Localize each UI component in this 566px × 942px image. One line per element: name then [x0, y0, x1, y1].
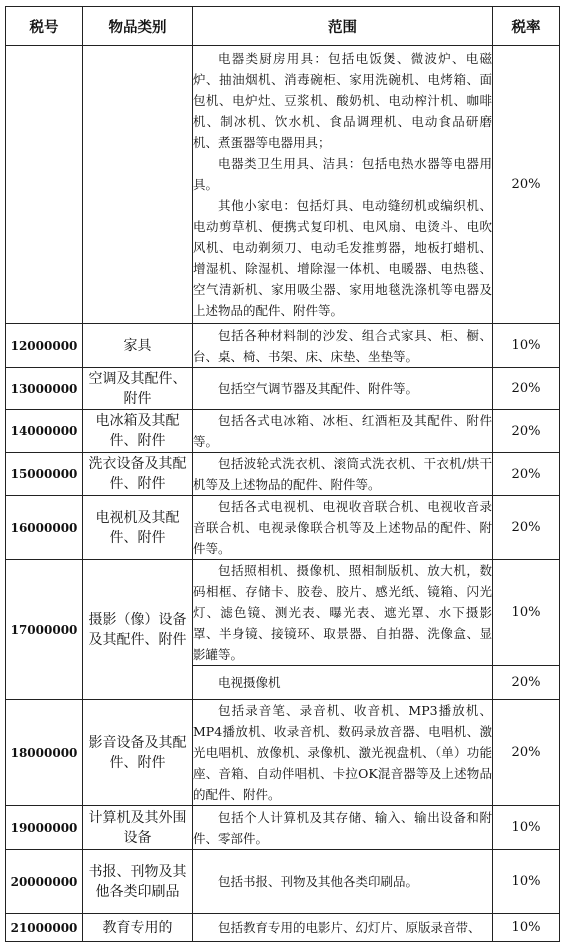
- subrow-rate: 20%: [493, 666, 560, 700]
- row-rate: 10%: [493, 914, 560, 942]
- row-rate: 20%: [493, 368, 560, 410]
- header-category: 物品类别: [83, 7, 193, 46]
- row-category: 洗衣设备及其配件、附件: [83, 453, 193, 496]
- row-category: [83, 46, 193, 324]
- scope-paragraph: 包括书报、刊物及其他各类印刷品。: [218, 874, 419, 889]
- row-scope: [193, 410, 493, 453]
- scope-paragraph: 包括各式电冰箱、冰柜、红酒柜及其配件、附件等。: [193, 413, 492, 449]
- row-rate: 20%: [493, 46, 560, 324]
- row-rate: 20%: [493, 453, 560, 496]
- row-rate: 10%: [493, 560, 560, 666]
- row-category: 电视机及其配件、附件: [83, 496, 193, 560]
- row-category: 空调及其配件、附件: [83, 368, 193, 410]
- scope-paragraph: 包括各式电视机、电视收音联合机、电视收音录音联合机、电视录像联合机等及上述物品的配件、附件等。: [193, 499, 492, 556]
- row-scope: [193, 453, 493, 496]
- table-row: [6, 806, 560, 850]
- row-code: 19000000: [6, 806, 83, 850]
- row-rate: 20%: [493, 410, 560, 453]
- header-row: [6, 7, 560, 46]
- row-scope: [193, 46, 493, 324]
- header-scope: 范围: [193, 7, 493, 46]
- scope-paragraph: 包括照相机、摄像机、照相制版机、放大机，数码相框、存储卡、胶卷、胶片、感光纸、镜箱、闪光灯、滤色镜、测光表、曝光表、遮光罩、水下摄影罩、半身镜、接镜环、取景器、自拍器、洗像盒、显影罐等。: [193, 563, 492, 662]
- table-row: [6, 410, 560, 453]
- row-scope: [193, 914, 493, 942]
- scope-paragraph: 电视摄像机: [218, 675, 281, 690]
- row-category: 电冰箱及其配件、附件: [83, 410, 193, 453]
- row-category: 摄影（像）设备及其配件、附件: [83, 560, 193, 700]
- row-category: 书报、刊物及其他各类印刷品: [83, 850, 193, 914]
- row-code: 12000000: [6, 324, 83, 368]
- row-code: 15000000: [6, 453, 83, 496]
- row-category: 家具: [83, 324, 193, 368]
- row-scope: [193, 368, 493, 410]
- tax-rate-table: [5, 6, 560, 942]
- table-row: [6, 496, 560, 560]
- table-row: [6, 46, 560, 324]
- row-rate: 10%: [493, 806, 560, 850]
- row-code: 17000000: [6, 560, 83, 700]
- row-scope: [193, 850, 493, 914]
- row-category: 影音设备及其配件、附件: [83, 700, 193, 806]
- row-category: 计算机及其外围设备: [83, 806, 193, 850]
- row-scope: [193, 560, 493, 666]
- row-rate: 10%: [493, 324, 560, 368]
- row-code: 13000000: [6, 368, 83, 410]
- scope-paragraph: 包括空气调节器及其配件、附件等。: [218, 381, 419, 396]
- row-code: 20000000: [6, 850, 83, 914]
- row-rate: 10%: [493, 850, 560, 914]
- table-row: [6, 560, 560, 666]
- table-row: [6, 368, 560, 410]
- row-code: 16000000: [6, 496, 83, 560]
- scope-paragraph: 包括个人计算机及其存储、输入、输出设备和附件、零部件。: [193, 809, 492, 846]
- row-category: 教育专用的: [83, 914, 193, 942]
- table-row: [6, 850, 560, 914]
- row-scope: [193, 496, 493, 560]
- row-scope: [193, 806, 493, 850]
- subrow-scope: [193, 666, 493, 700]
- scope-paragraph: 包括教育专用的电影片、幻灯片、原版录音带、: [218, 920, 481, 935]
- row-scope: [193, 324, 493, 368]
- scope-paragraph: 包括录音笔、录音机、收音机、MP3播放机、MP4播放机、收录音机、数码录放音器、电唱机、激光电唱机、放像机、录像机、激光视盘机、（单）功能座、音箱、自动伴唱机、卡拉OK混音器等及上述物品的配件、附件。: [193, 703, 492, 802]
- table-row: [6, 700, 560, 806]
- scope-paragraph: 包括各种材料制的沙发、组合式家具、柜、橱、台、桌、椅、书架、床、床垫、坐垫等。: [193, 327, 492, 364]
- row-code: [6, 46, 83, 324]
- table-row: [6, 324, 560, 368]
- table-row: [6, 453, 560, 496]
- row-code: 21000000: [6, 914, 83, 942]
- scope-paragraph: 包括波轮式洗衣机、滚筒式洗衣机、干衣机/烘干机等及上述物品的配件、附件等。: [193, 456, 492, 492]
- row-rate: 20%: [493, 496, 560, 560]
- header-rate: 税率: [493, 7, 560, 46]
- row-scope: [193, 700, 493, 806]
- row-code: 14000000: [6, 410, 83, 453]
- scope-paragraph: 电器类厨房用具：包括电饭煲、微波炉、电磁炉、抽油烟机、消毒碗柜、家用洗碗机、电烤箱、面包机、电炉灶、豆浆机、酸奶机、电动榨汁机、咖啡机、制冰机、饮水机、食品调理机、电动食品研磨机、煮蛋器等电器用具；: [193, 51, 492, 150]
- scope-paragraph: 电器类卫生用具、洁具：包括电热水器等电器用具。: [193, 156, 492, 192]
- scope-paragraph: 其他小家电：包括灯具、电动缝纫机或编织机、电动剪草机、便携式复印机、电风扇、电烫斗、电吹风机、电动剃须刀、电动毛发推剪器，地板打蜡机、增湿机、除湿机、增除湿一体机、电暖器、电热毯、空气清新机、家用吸尘器、家用地毯洗涤机等电器及上述物品的配件、附件等。: [193, 198, 492, 318]
- table-row: [6, 914, 560, 942]
- row-code: 18000000: [6, 700, 83, 806]
- row-rate: 20%: [493, 700, 560, 806]
- header-code: 税号: [6, 7, 83, 46]
